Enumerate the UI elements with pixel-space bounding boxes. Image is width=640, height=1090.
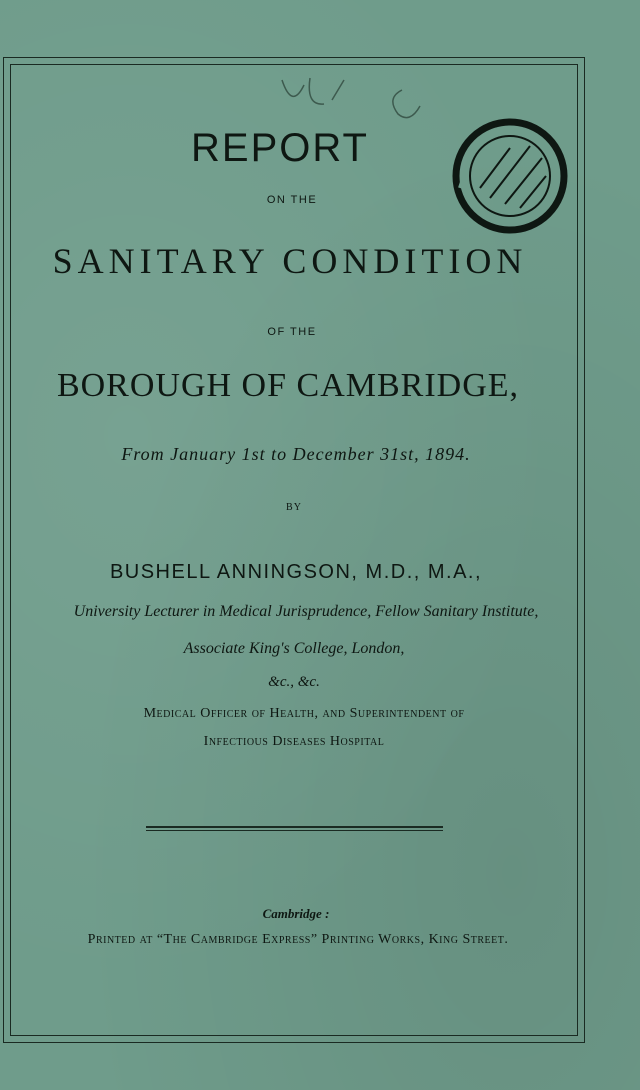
imprint-city: Cambridge : bbox=[262, 906, 330, 921]
divider-rule-thin bbox=[146, 830, 443, 831]
borough-heading: BOROUGH OF CAMBRIDGE, bbox=[56, 367, 520, 404]
credentials-line-2: Associate King's College, London, bbox=[183, 640, 405, 657]
pencil-annotation bbox=[262, 70, 432, 130]
position-line-1: Medical Officer of Health, and Superintendent of bbox=[143, 706, 465, 721]
of-the-text: OF THE bbox=[267, 326, 317, 338]
credentials-line-1: University Lecturer in Medical Jurisprudence, Fellow Sanitary Institute, bbox=[73, 603, 539, 620]
by-text: BY bbox=[286, 502, 302, 513]
report-title: REPORT bbox=[191, 126, 369, 170]
author-name: BUSHELL ANNINGSON, M.D., M.A., bbox=[109, 561, 483, 583]
credentials-line-3: &c., &c. bbox=[268, 674, 320, 690]
imprint-printer: Printed at “The Cambridge Express” Printing Works, King Street. bbox=[87, 932, 509, 947]
date-range: From January 1st to December 31st, 1894. bbox=[121, 444, 471, 464]
position-line-2: Infectious Diseases Hospital bbox=[203, 734, 385, 749]
on-the-text: ON THE bbox=[266, 194, 318, 206]
divider-rule bbox=[146, 826, 443, 828]
subject-heading: SANITARY CONDITION bbox=[52, 241, 528, 281]
